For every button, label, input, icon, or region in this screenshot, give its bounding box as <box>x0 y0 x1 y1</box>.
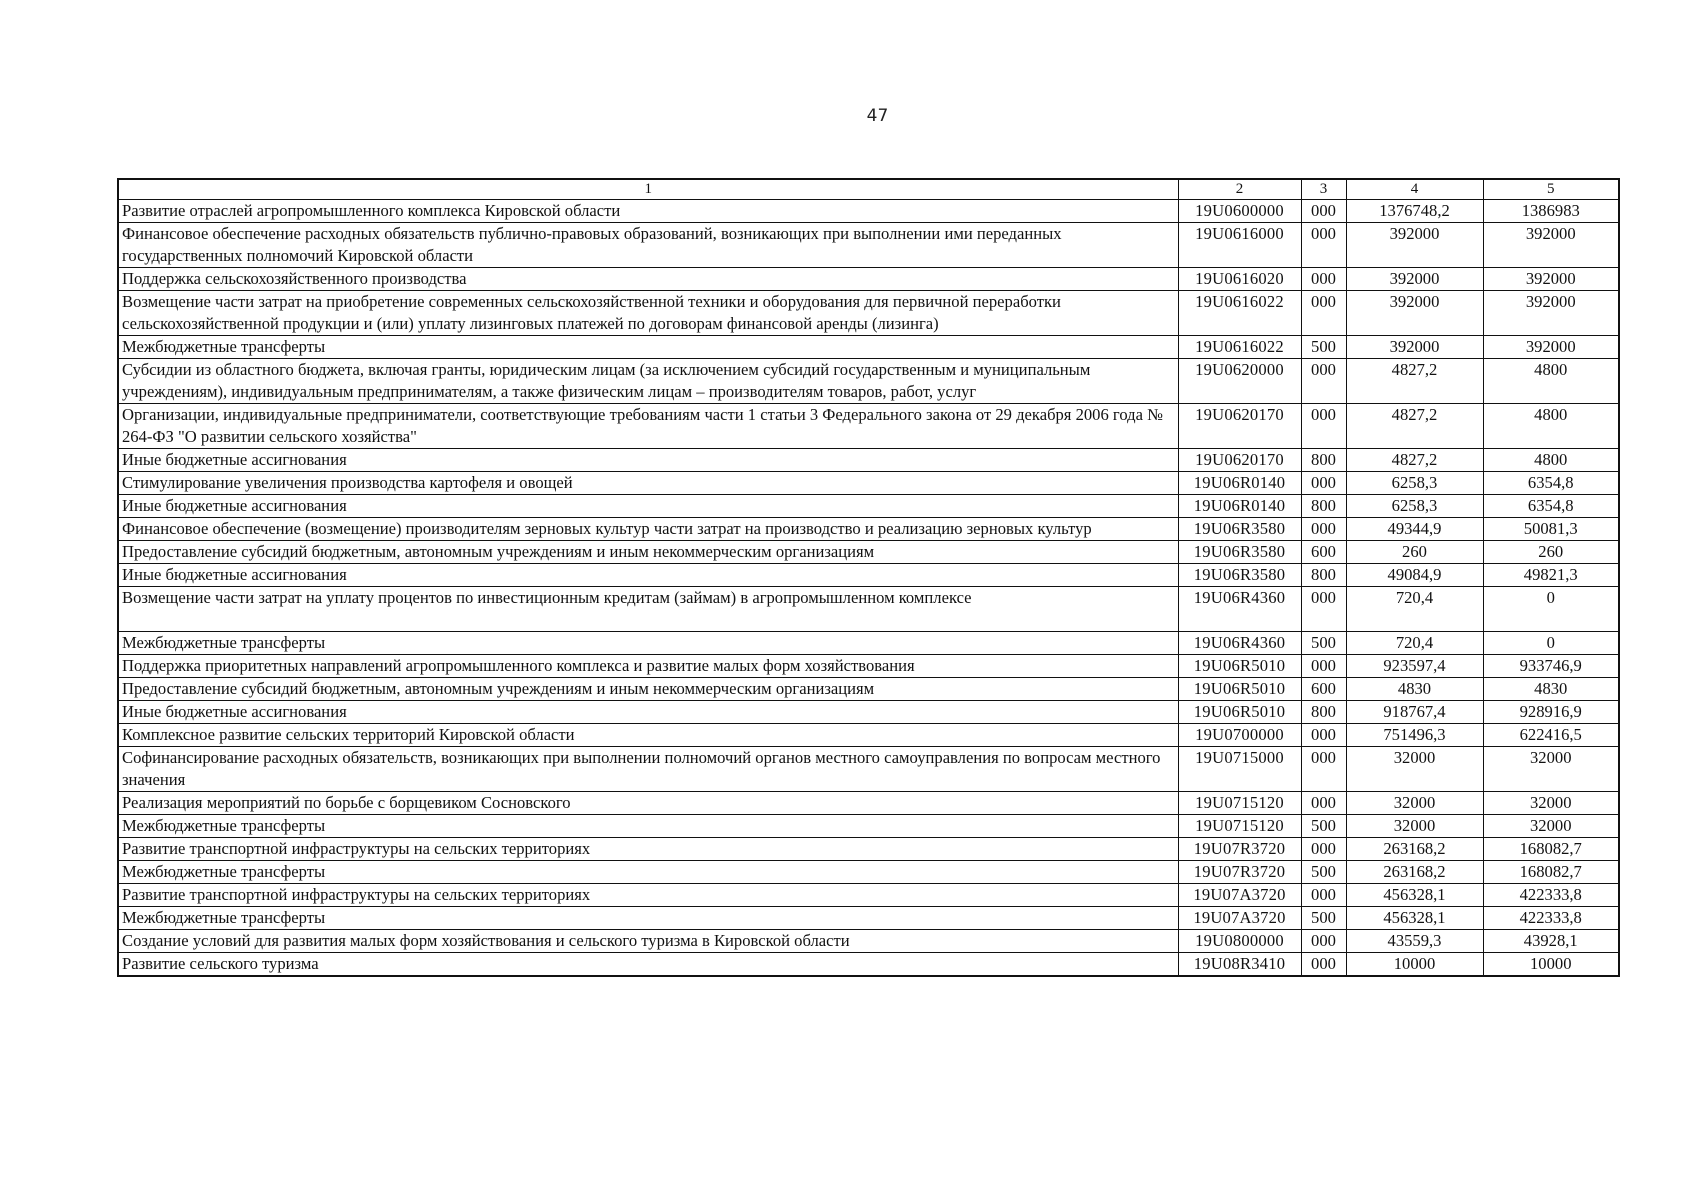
row-name: Стимулирование увеличения производства картофеля и овощей <box>118 472 1178 495</box>
page-number: 47 <box>866 106 889 126</box>
row-value-1: 720,4 <box>1346 632 1483 655</box>
row-name: Иные бюджетные ассигнования <box>118 564 1178 587</box>
row-name: Развитие отраслей агропромышленного комплекса Кировской области <box>118 200 1178 223</box>
row-type: 500 <box>1301 861 1346 884</box>
row-code: 19U07R3720 <box>1178 861 1301 884</box>
row-name: Возмещение части затрат на приобретение современных сельскохозяйственной техники и оборудования для первичной переработки сельскохозяйственной продукции и (или) уплату лизинговых платежей по договорам финансовой аренды (лизинга) <box>118 291 1178 336</box>
row-code: 19U08R3410 <box>1178 953 1301 977</box>
row-name: Развитие сельского туризма <box>118 953 1178 977</box>
row-value-1: 392000 <box>1346 223 1483 268</box>
row-value-1: 32000 <box>1346 747 1483 792</box>
header-col-4: 4 <box>1346 179 1483 200</box>
row-value-1: 392000 <box>1346 268 1483 291</box>
row-value-1: 720,4 <box>1346 587 1483 632</box>
row-type: 000 <box>1301 223 1346 268</box>
table-row <box>118 724 1619 747</box>
row-code: 19U0600000 <box>1178 200 1301 223</box>
row-value-1: 260 <box>1346 541 1483 564</box>
row-type: 000 <box>1301 953 1346 977</box>
row-value-2: 168082,7 <box>1483 861 1619 884</box>
row-name: Поддержка сельскохозяйственного производства <box>118 268 1178 291</box>
row-value-2: 0 <box>1483 632 1619 655</box>
row-code: 19U06R3580 <box>1178 518 1301 541</box>
row-type: 500 <box>1301 336 1346 359</box>
row-value-1: 6258,3 <box>1346 472 1483 495</box>
row-type: 000 <box>1301 930 1346 953</box>
row-name: Иные бюджетные ассигнования <box>118 495 1178 518</box>
table-row <box>118 587 1619 632</box>
row-value-2: 0 <box>1483 587 1619 632</box>
row-value-2: 43928,1 <box>1483 930 1619 953</box>
row-type: 000 <box>1301 884 1346 907</box>
row-code: 19U06R5010 <box>1178 701 1301 724</box>
row-name: Финансовое обеспечение (возмещение) производителям зерновых культур части затрат на производство и реализацию зерновых культур <box>118 518 1178 541</box>
row-type: 800 <box>1301 701 1346 724</box>
row-code: 19U0800000 <box>1178 930 1301 953</box>
table-body <box>118 200 1619 977</box>
row-type: 500 <box>1301 632 1346 655</box>
row-name: Предоставление субсидий бюджетным, автономным учреждениям и иным некоммерческим организациям <box>118 541 1178 564</box>
row-name: Реализация мероприятий по борьбе с борщевиком Сосновского <box>118 792 1178 815</box>
row-value-2: 422333,8 <box>1483 907 1619 930</box>
row-name: Софинансирование расходных обязательств, возникающих при выполнении полномочий органов местного самоуправления по вопросам местного значения <box>118 747 1178 792</box>
header-col-5: 5 <box>1483 179 1619 200</box>
header-col-3: 3 <box>1301 179 1346 200</box>
table-row <box>118 268 1619 291</box>
row-code: 19U06R3580 <box>1178 564 1301 587</box>
row-type: 000 <box>1301 747 1346 792</box>
table-row <box>118 518 1619 541</box>
row-value-1: 456328,1 <box>1346 907 1483 930</box>
table-row <box>118 838 1619 861</box>
row-code: 19U06R0140 <box>1178 472 1301 495</box>
row-value-2: 6354,8 <box>1483 495 1619 518</box>
row-code: 19U07A3720 <box>1178 907 1301 930</box>
row-code: 19U0715120 <box>1178 815 1301 838</box>
row-code: 19U06R0140 <box>1178 495 1301 518</box>
row-name: Развитие транспортной инфраструктуры на сельских территориях <box>118 884 1178 907</box>
row-name: Создание условий для развития малых форм хозяйствования и сельского туризма в Кировской области <box>118 930 1178 953</box>
row-type: 000 <box>1301 291 1346 336</box>
table-row <box>118 632 1619 655</box>
header-row <box>118 179 1619 200</box>
row-type: 800 <box>1301 449 1346 472</box>
row-code: 19U0616022 <box>1178 336 1301 359</box>
row-value-2: 50081,3 <box>1483 518 1619 541</box>
row-code: 19U0616022 <box>1178 291 1301 336</box>
row-value-2: 392000 <box>1483 268 1619 291</box>
table-row <box>118 200 1619 223</box>
row-code: 19U07A3720 <box>1178 884 1301 907</box>
row-type: 500 <box>1301 815 1346 838</box>
row-value-2: 6354,8 <box>1483 472 1619 495</box>
row-code: 19U0715120 <box>1178 792 1301 815</box>
budget-table <box>117 178 1620 977</box>
row-value-1: 918767,4 <box>1346 701 1483 724</box>
row-type: 000 <box>1301 792 1346 815</box>
table-row <box>118 815 1619 838</box>
row-value-1: 392000 <box>1346 291 1483 336</box>
table-row <box>118 678 1619 701</box>
row-value-1: 4830 <box>1346 678 1483 701</box>
table-row <box>118 655 1619 678</box>
table-row <box>118 930 1619 953</box>
row-value-2: 32000 <box>1483 747 1619 792</box>
row-name: Межбюджетные трансферты <box>118 907 1178 930</box>
row-value-1: 1376748,2 <box>1346 200 1483 223</box>
row-value-2: 260 <box>1483 541 1619 564</box>
row-value-2: 4800 <box>1483 404 1619 449</box>
row-type: 600 <box>1301 678 1346 701</box>
table-row <box>118 359 1619 404</box>
table-row <box>118 747 1619 792</box>
row-value-1: 49084,9 <box>1346 564 1483 587</box>
row-name: Развитие транспортной инфраструктуры на сельских территориях <box>118 838 1178 861</box>
row-value-1: 263168,2 <box>1346 838 1483 861</box>
row-value-1: 392000 <box>1346 336 1483 359</box>
row-code: 19U06R5010 <box>1178 655 1301 678</box>
row-type: 000 <box>1301 268 1346 291</box>
row-type: 000 <box>1301 472 1346 495</box>
row-value-2: 168082,7 <box>1483 838 1619 861</box>
table-row <box>118 884 1619 907</box>
row-value-2: 928916,9 <box>1483 701 1619 724</box>
row-value-2: 49821,3 <box>1483 564 1619 587</box>
row-code: 19U06R4360 <box>1178 587 1301 632</box>
row-value-1: 43559,3 <box>1346 930 1483 953</box>
row-code: 19U07R3720 <box>1178 838 1301 861</box>
row-value-1: 263168,2 <box>1346 861 1483 884</box>
table-row <box>118 861 1619 884</box>
row-value-2: 422333,8 <box>1483 884 1619 907</box>
row-code: 19U06R3580 <box>1178 541 1301 564</box>
row-type: 000 <box>1301 838 1346 861</box>
row-name: Иные бюджетные ассигнования <box>118 701 1178 724</box>
row-value-1: 456328,1 <box>1346 884 1483 907</box>
row-value-1: 4827,2 <box>1346 359 1483 404</box>
table-row <box>118 336 1619 359</box>
row-value-2: 32000 <box>1483 792 1619 815</box>
row-value-2: 4800 <box>1483 359 1619 404</box>
row-type: 000 <box>1301 359 1346 404</box>
row-name: Субсидии из областного бюджета, включая гранты, юридическим лицам (за исключением субсидий государственным и муниципальным учреждениям), индивидуальным предпринимателям, а также физическим лицам – производителям товаров, работ, услуг <box>118 359 1178 404</box>
row-value-2: 392000 <box>1483 291 1619 336</box>
row-value-2: 4830 <box>1483 678 1619 701</box>
table-row <box>118 449 1619 472</box>
row-type: 500 <box>1301 907 1346 930</box>
row-name: Организации, индивидуальные предприниматели, соответствующие требованиям части 1 статьи 3 Федерального закона от 29 декабря 2006 года № 264-ФЗ "О развитии сельского хозяйства" <box>118 404 1178 449</box>
row-value-1: 32000 <box>1346 792 1483 815</box>
table-row <box>118 404 1619 449</box>
row-type: 000 <box>1301 518 1346 541</box>
header-col-2: 2 <box>1178 179 1301 200</box>
row-type: 000 <box>1301 404 1346 449</box>
table-row <box>118 223 1619 268</box>
row-value-1: 32000 <box>1346 815 1483 838</box>
table-row <box>118 792 1619 815</box>
row-value-2: 4800 <box>1483 449 1619 472</box>
row-name: Поддержка приоритетных направлений агропромышленного комплекса и развитие малых форм хозяйствования <box>118 655 1178 678</box>
row-value-2: 392000 <box>1483 223 1619 268</box>
row-name: Межбюджетные трансферты <box>118 815 1178 838</box>
row-name: Комплексное развитие сельских территорий Кировской области <box>118 724 1178 747</box>
table-row <box>118 907 1619 930</box>
row-code: 19U0620000 <box>1178 359 1301 404</box>
row-name: Межбюджетные трансферты <box>118 336 1178 359</box>
row-code: 19U06R4360 <box>1178 632 1301 655</box>
row-name: Межбюджетные трансферты <box>118 632 1178 655</box>
header-col-1: 1 <box>118 179 1178 200</box>
row-value-2: 622416,5 <box>1483 724 1619 747</box>
row-value-1: 751496,3 <box>1346 724 1483 747</box>
row-value-2: 10000 <box>1483 953 1619 977</box>
row-value-2: 1386983 <box>1483 200 1619 223</box>
table-row <box>118 564 1619 587</box>
row-name: Возмещение части затрат на уплату процентов по инвестиционным кредитам (займам) в агропромышленном комплексе <box>118 587 1178 632</box>
row-code: 19U0715000 <box>1178 747 1301 792</box>
row-name: Иные бюджетные ассигнования <box>118 449 1178 472</box>
row-value-2: 392000 <box>1483 336 1619 359</box>
table-row <box>118 953 1619 977</box>
row-name: Межбюджетные трансферты <box>118 861 1178 884</box>
row-value-1: 49344,9 <box>1346 518 1483 541</box>
table-row <box>118 701 1619 724</box>
row-name: Предоставление субсидий бюджетным, автономным учреждениям и иным некоммерческим организациям <box>118 678 1178 701</box>
row-value-2: 933746,9 <box>1483 655 1619 678</box>
table-row <box>118 291 1619 336</box>
row-type: 800 <box>1301 495 1346 518</box>
row-code: 19U0620170 <box>1178 449 1301 472</box>
row-code: 19U0700000 <box>1178 724 1301 747</box>
row-type: 000 <box>1301 724 1346 747</box>
row-type: 600 <box>1301 541 1346 564</box>
row-type: 000 <box>1301 587 1346 632</box>
row-name: Финансовое обеспечение расходных обязательств публично-правовых образований, возникающих при выполнении ими переданных государственных полномочий Кировской области <box>118 223 1178 268</box>
row-value-1: 6258,3 <box>1346 495 1483 518</box>
row-type: 800 <box>1301 564 1346 587</box>
row-type: 000 <box>1301 655 1346 678</box>
table-row <box>118 541 1619 564</box>
row-code: 19U0616020 <box>1178 268 1301 291</box>
table-row <box>118 495 1619 518</box>
row-code: 19U0616000 <box>1178 223 1301 268</box>
row-code: 19U06R5010 <box>1178 678 1301 701</box>
row-value-1: 4827,2 <box>1346 449 1483 472</box>
row-code: 19U0620170 <box>1178 404 1301 449</box>
row-type: 000 <box>1301 200 1346 223</box>
row-value-2: 32000 <box>1483 815 1619 838</box>
row-value-1: 4827,2 <box>1346 404 1483 449</box>
row-value-1: 923597,4 <box>1346 655 1483 678</box>
table-row <box>118 472 1619 495</box>
row-value-1: 10000 <box>1346 953 1483 977</box>
